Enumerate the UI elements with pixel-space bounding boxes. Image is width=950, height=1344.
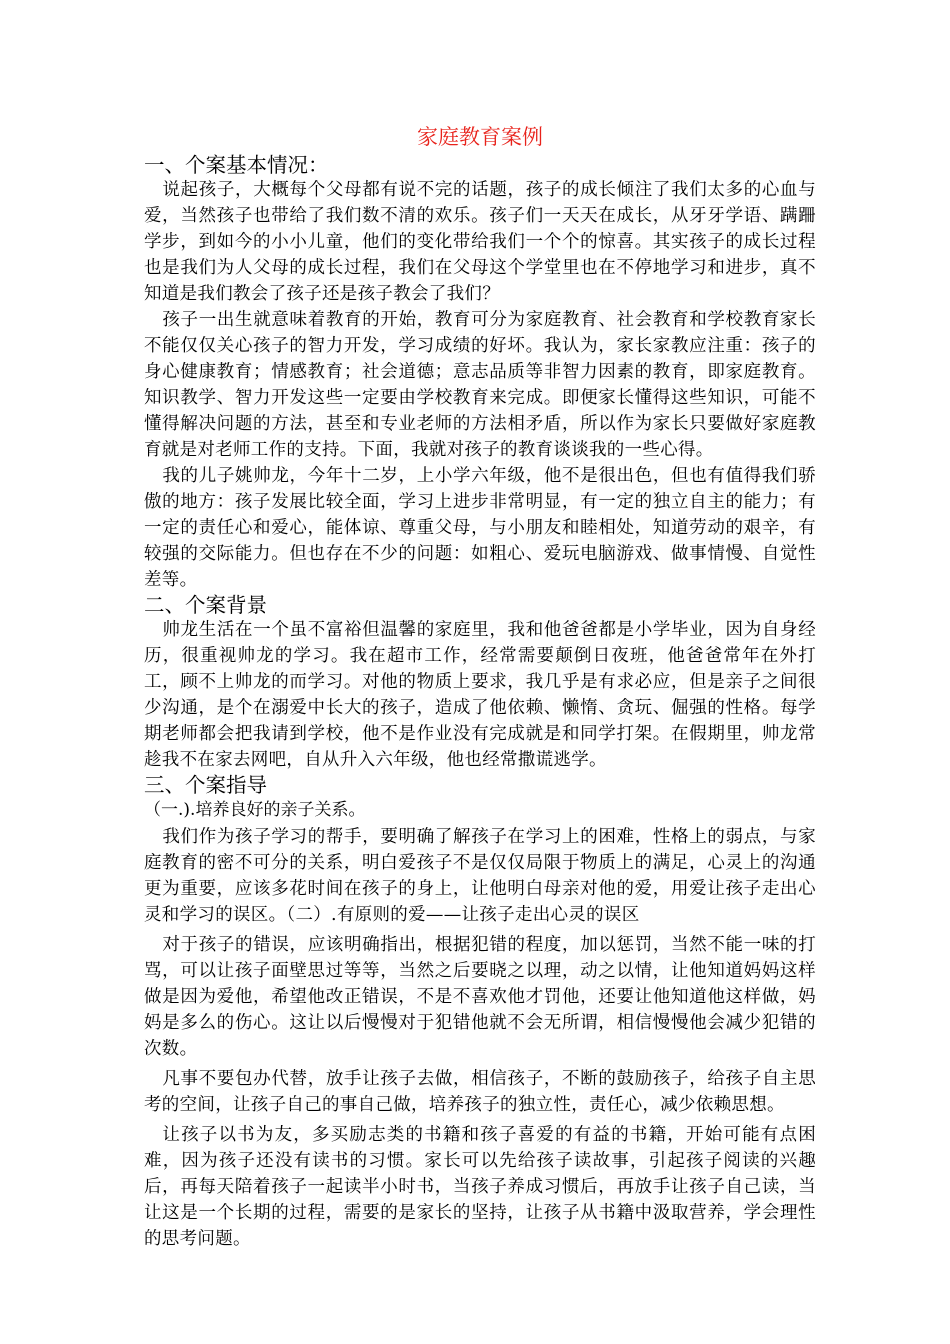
section-heading-guidance: 三、个案指导 bbox=[144, 773, 267, 797]
paragraph: 孩子一出生就意味着教育的开始，教育可分为家庭教育、社会教育和学校教育家长不能仅仅关心孩子的智力开发，学习成绩的好坏。我认为，家长家教应注重：孩子的身心健康教育；情感教育；社会道德；意志品质等非智力因素的教育，即家庭教育。知识教学、智力开发这些一定要由学校教育来完成。即便家长懂得这些知识，可能不懂得解决问题的方法，甚至和专业老师的方法相矛盾，所以作为家长只要做好家庭教育就是对老师工作的支持。下面，我就对孩子的教育谈谈我的一些心得。 bbox=[144, 310, 816, 460]
subheading: （一.).培养良好的亲子关系。 bbox=[144, 800, 366, 820]
document-page bbox=[144, 121, 816, 1252]
section-heading-basic-info: 一、个案基本情况： bbox=[144, 153, 329, 177]
paragraph: 我的儿子姚帅龙，今年十二岁，上小学六年级，他不是很出色，但也有值得我们骄傲的地方：孩子发展比较全面，学习上进步非常明显，有一定的独立自主的能力；有一定的责任心和爱心，能体谅、尊重父母，与小朋友和睦相处，知道劳动的艰辛，有较强的交际能力。但也存在不少的问题：如粗心、爱玩电脑游戏、做事情慢、自觉性差等。 bbox=[144, 466, 816, 590]
section-heading-background: 二、个案背景 bbox=[144, 593, 267, 617]
document-title: 家庭教育案例 bbox=[417, 125, 543, 149]
paragraph: 对于孩子的错误，应该明确指出，根据犯错的程度，加以惩罚，当然不能一味的打骂，可以让孩子面壁思过等等，当然之后要晓之以理，动之以情，让他知道妈妈这样做是因为爱他，希望他改正错误，不是不喜欢他才罚他，还要让他知道他这样做，妈妈是多么的伤心。这让以后慢慢对于犯错他就不会无所谓，相信慢慢他会减少犯错的次数。 bbox=[144, 935, 816, 1059]
paragraph: 帅龙生活在一个虽不富裕但温馨的家庭里，我和他爸爸都是小学毕业，因为自身经历，很重视帅龙的学习。我在超市工作，经常需要颠倒日夜班，他爸爸常年在外打工，顾不上帅龙的而学习。对他的物质上要求，我几乎是有求必应，但是亲子之间很少沟通，是个在溺爱中长大的孩子，造成了他依赖、懒惰、贪玩、倔强的性格。每学期老师都会把我请到学校，他不是作业没有完成就是和同学打架。在假期里，帅龙常趁我不在家去网吧，自从升入六年级，他也经常撒谎逃学。 bbox=[144, 620, 816, 770]
paragraph: 说起孩子，大概每个父母都有说不完的话题，孩子的成长倾注了我们太多的心血与爱，当然孩子也带给了我们数不清的欢乐。孩子们一天天在成长，从牙牙学语、蹒跚学步，到如今的小小儿童，他们的变化带给我们一个个的惊喜。其实孩子的成长过程也是我们为人父母的成长过程，我们在父母这个学堂里也在不停地学习和进步，真不知道是我们教会了孩子还是孩子教会了我们？ bbox=[144, 180, 816, 304]
paragraph: 我们作为孩子学习的帮手，要明确了解孩子在学习上的困难，性格上的弱点，与家庭教育的密不可分的关系，明白爱孩子不是仅仅局限于物质上的满足，心灵上的沟通更为重要，应该多花时间在孩子的身上，让他明白母亲对他的爱，用爱让孩子走出心灵和学习的误区。（二）.有原则的爱——让孩子走出心灵的误区 bbox=[144, 827, 816, 925]
paragraph: 凡事不要包办代替，放手让孩子去做，相信孩子，不断的鼓励孩子，给孩子自主思考的空间，让孩子自己的事自己做，培养孩子的独立性，责任心，减少依赖思想。 bbox=[144, 1069, 816, 1115]
paragraph: 让孩子以书为友，多买励志类的书籍和孩子喜爱的有益的书籍，开始可能有点困难，因为孩子还没有读书的习惯。家长可以先给孩子读故事，引起孩子阅读的兴趣后，再每天陪着孩子一起读半小时书，当孩子养成习惯后，再放手让孩子自己读，当让这是一个长期的过程，需要的是家长的坚持，让孩子从书籍中汲取营养，学会理性的思考问题。 bbox=[144, 1125, 816, 1249]
